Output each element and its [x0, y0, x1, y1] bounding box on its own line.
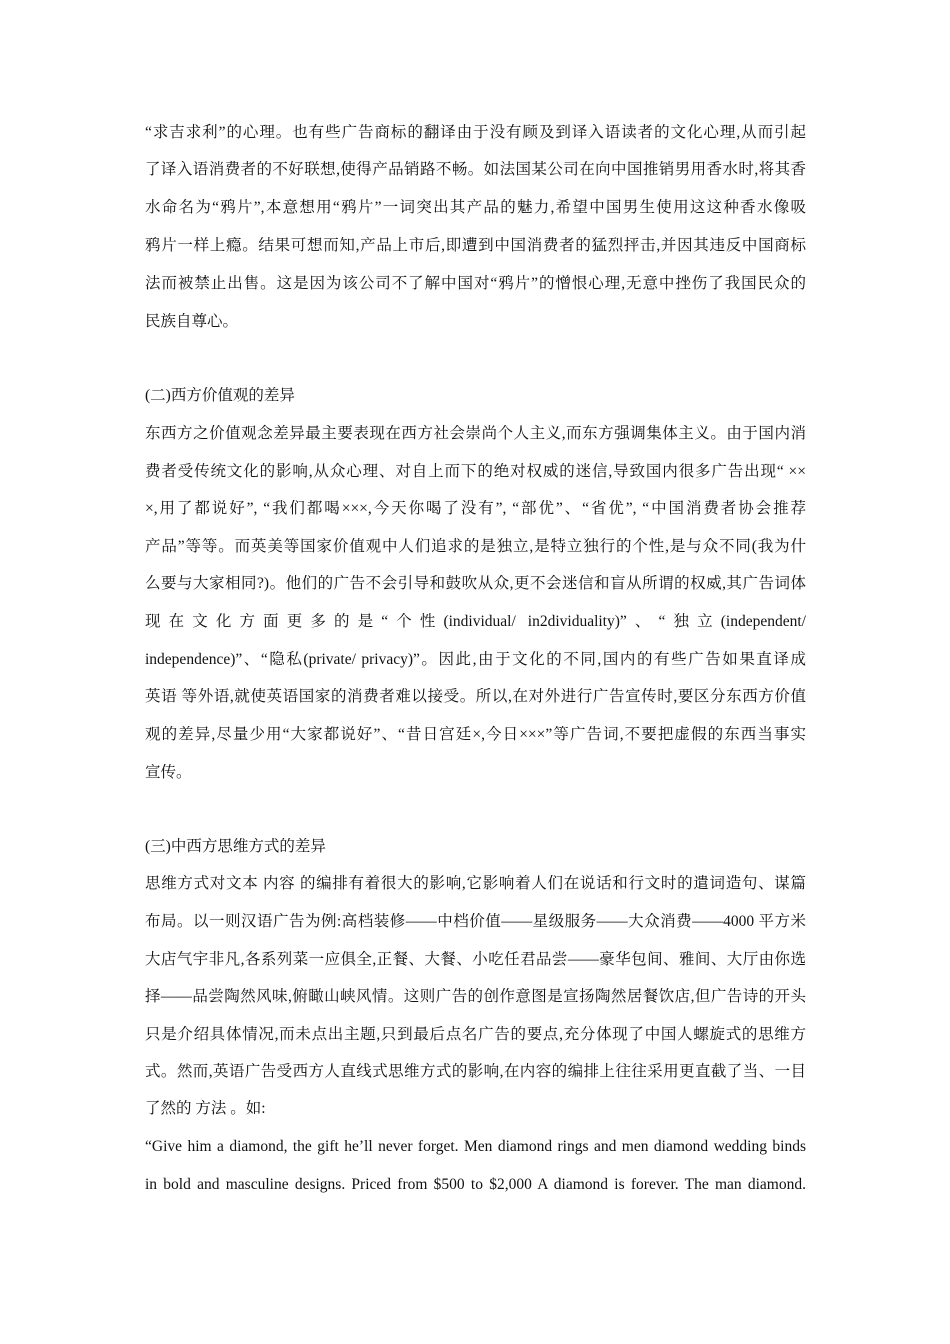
- text-line: 思维方式对文本 内容 的编排有着很大的影响,它影响着人们在说话和行文时的遣词造句、谋篇: [145, 875, 806, 892]
- text-line: 布局。以一则汉语广告为例:高档装修——中档价值——星级服务——大众消费——4000 平方米: [145, 913, 806, 930]
- text-line: 产品”等等。而英美等国家价值观中人们追求的是独立,是特立独行的个性,是与众不同(我为什: [145, 538, 806, 555]
- section-heading: (三)中西方思维方式的差异: [145, 838, 326, 855]
- text-line: 了然的 方法 。如:: [145, 1100, 266, 1117]
- text-line: 鸦片一样上瘾。结果可想而知,产品上市后,即遭到中国消费者的猛烈抨击,并因其违反中国商标: [145, 237, 806, 254]
- text-line: 法而被禁止出售。这是因为该公司不了解中国对“鸦片”的憎恨心理,无意中挫伤了我国民众的: [145, 275, 806, 292]
- text-line: “Give him a diamond, the gift he’ll never forget. Men diamond rings and men diamond wedding binds: [145, 1138, 806, 1155]
- text-line: “求吉求利”的心理。也有些广告商标的翻译由于没有顾及到译入语读者的文化心理,从而引起: [145, 124, 806, 141]
- text-line: 费者受传统文化的影响,从众心理、对自上而下的绝对权威的迷信,导致国内很多广告出现“ ××: [145, 463, 806, 480]
- text-line: 民族自尊心。: [145, 313, 239, 330]
- text-line: ×,用了都说好”, “我们都喝×××,今天你喝了没有”, “部优”、“省优”, “中国消费者协会推荐: [145, 500, 806, 517]
- text-line: 英语 等外语,就使英语国家的消费者难以接受。所以,在对外进行广告宣传时,要区分东西方价值: [145, 688, 806, 705]
- text-line: 么要与大家相同?)。他们的广告不会引导和鼓吹从众,更不会迷信和盲从所谓的权威,其广告词体: [145, 575, 806, 592]
- text-line: independence)”、“隐私(private/ privacy)”。因此,由于文化的不同,国内的有些广告如果直译成: [145, 651, 806, 668]
- text-line: 只是介绍具体情况,而未点出主题,只到最后点名广告的要点,充分体现了中国人螺旋式的思维方: [145, 1026, 806, 1043]
- text-line: 观的差异,尽量少用“大家都说好”、“昔日宫廷×,今日×××”等广告词,不要把虚假的东西当事实: [145, 726, 806, 743]
- text-line: in bold and masculine designs. Priced from $500 to $2,000 A diamond is forever. The man diamond.: [145, 1176, 806, 1193]
- section-heading: (二)西方价值观的差异: [145, 387, 295, 404]
- text-line: 式。然而,英语广告受西方人直线式思维方式的影响,在内容的编排上往往采用更直截了当、一目: [145, 1063, 806, 1080]
- text-line: 水命名为“鸦片”,本意想用“鸦片”一词突出其产品的魅力,希望中国男生使用这这种香水像吸: [145, 199, 806, 216]
- text-line: 东西方之价值观念差异最主要表现在西方社会崇尚个人主义,而东方强调集体主义。由于国内消: [145, 425, 806, 442]
- text-line: 了译入语消费者的不好联想,使得产品销路不畅。如法国某公司在向中国推销男用香水时,将其香: [145, 161, 806, 178]
- text-line: 择——品尝陶然风味,俯瞰山峡风情。这则广告的创作意图是宣扬陶然居餐饮店,但广告诗的开头: [145, 988, 806, 1005]
- text-line: 大店气宇非凡,各系列菜一应俱全,正餐、大餐、小吃任君品尝——豪华包间、雅间、大厅由你选: [145, 951, 806, 968]
- text-line: 现在文化方面更多的是“个性(individual/ in2dividuality)”、“独立(independent/: [145, 613, 806, 630]
- text-line: 宣传。: [145, 764, 192, 781]
